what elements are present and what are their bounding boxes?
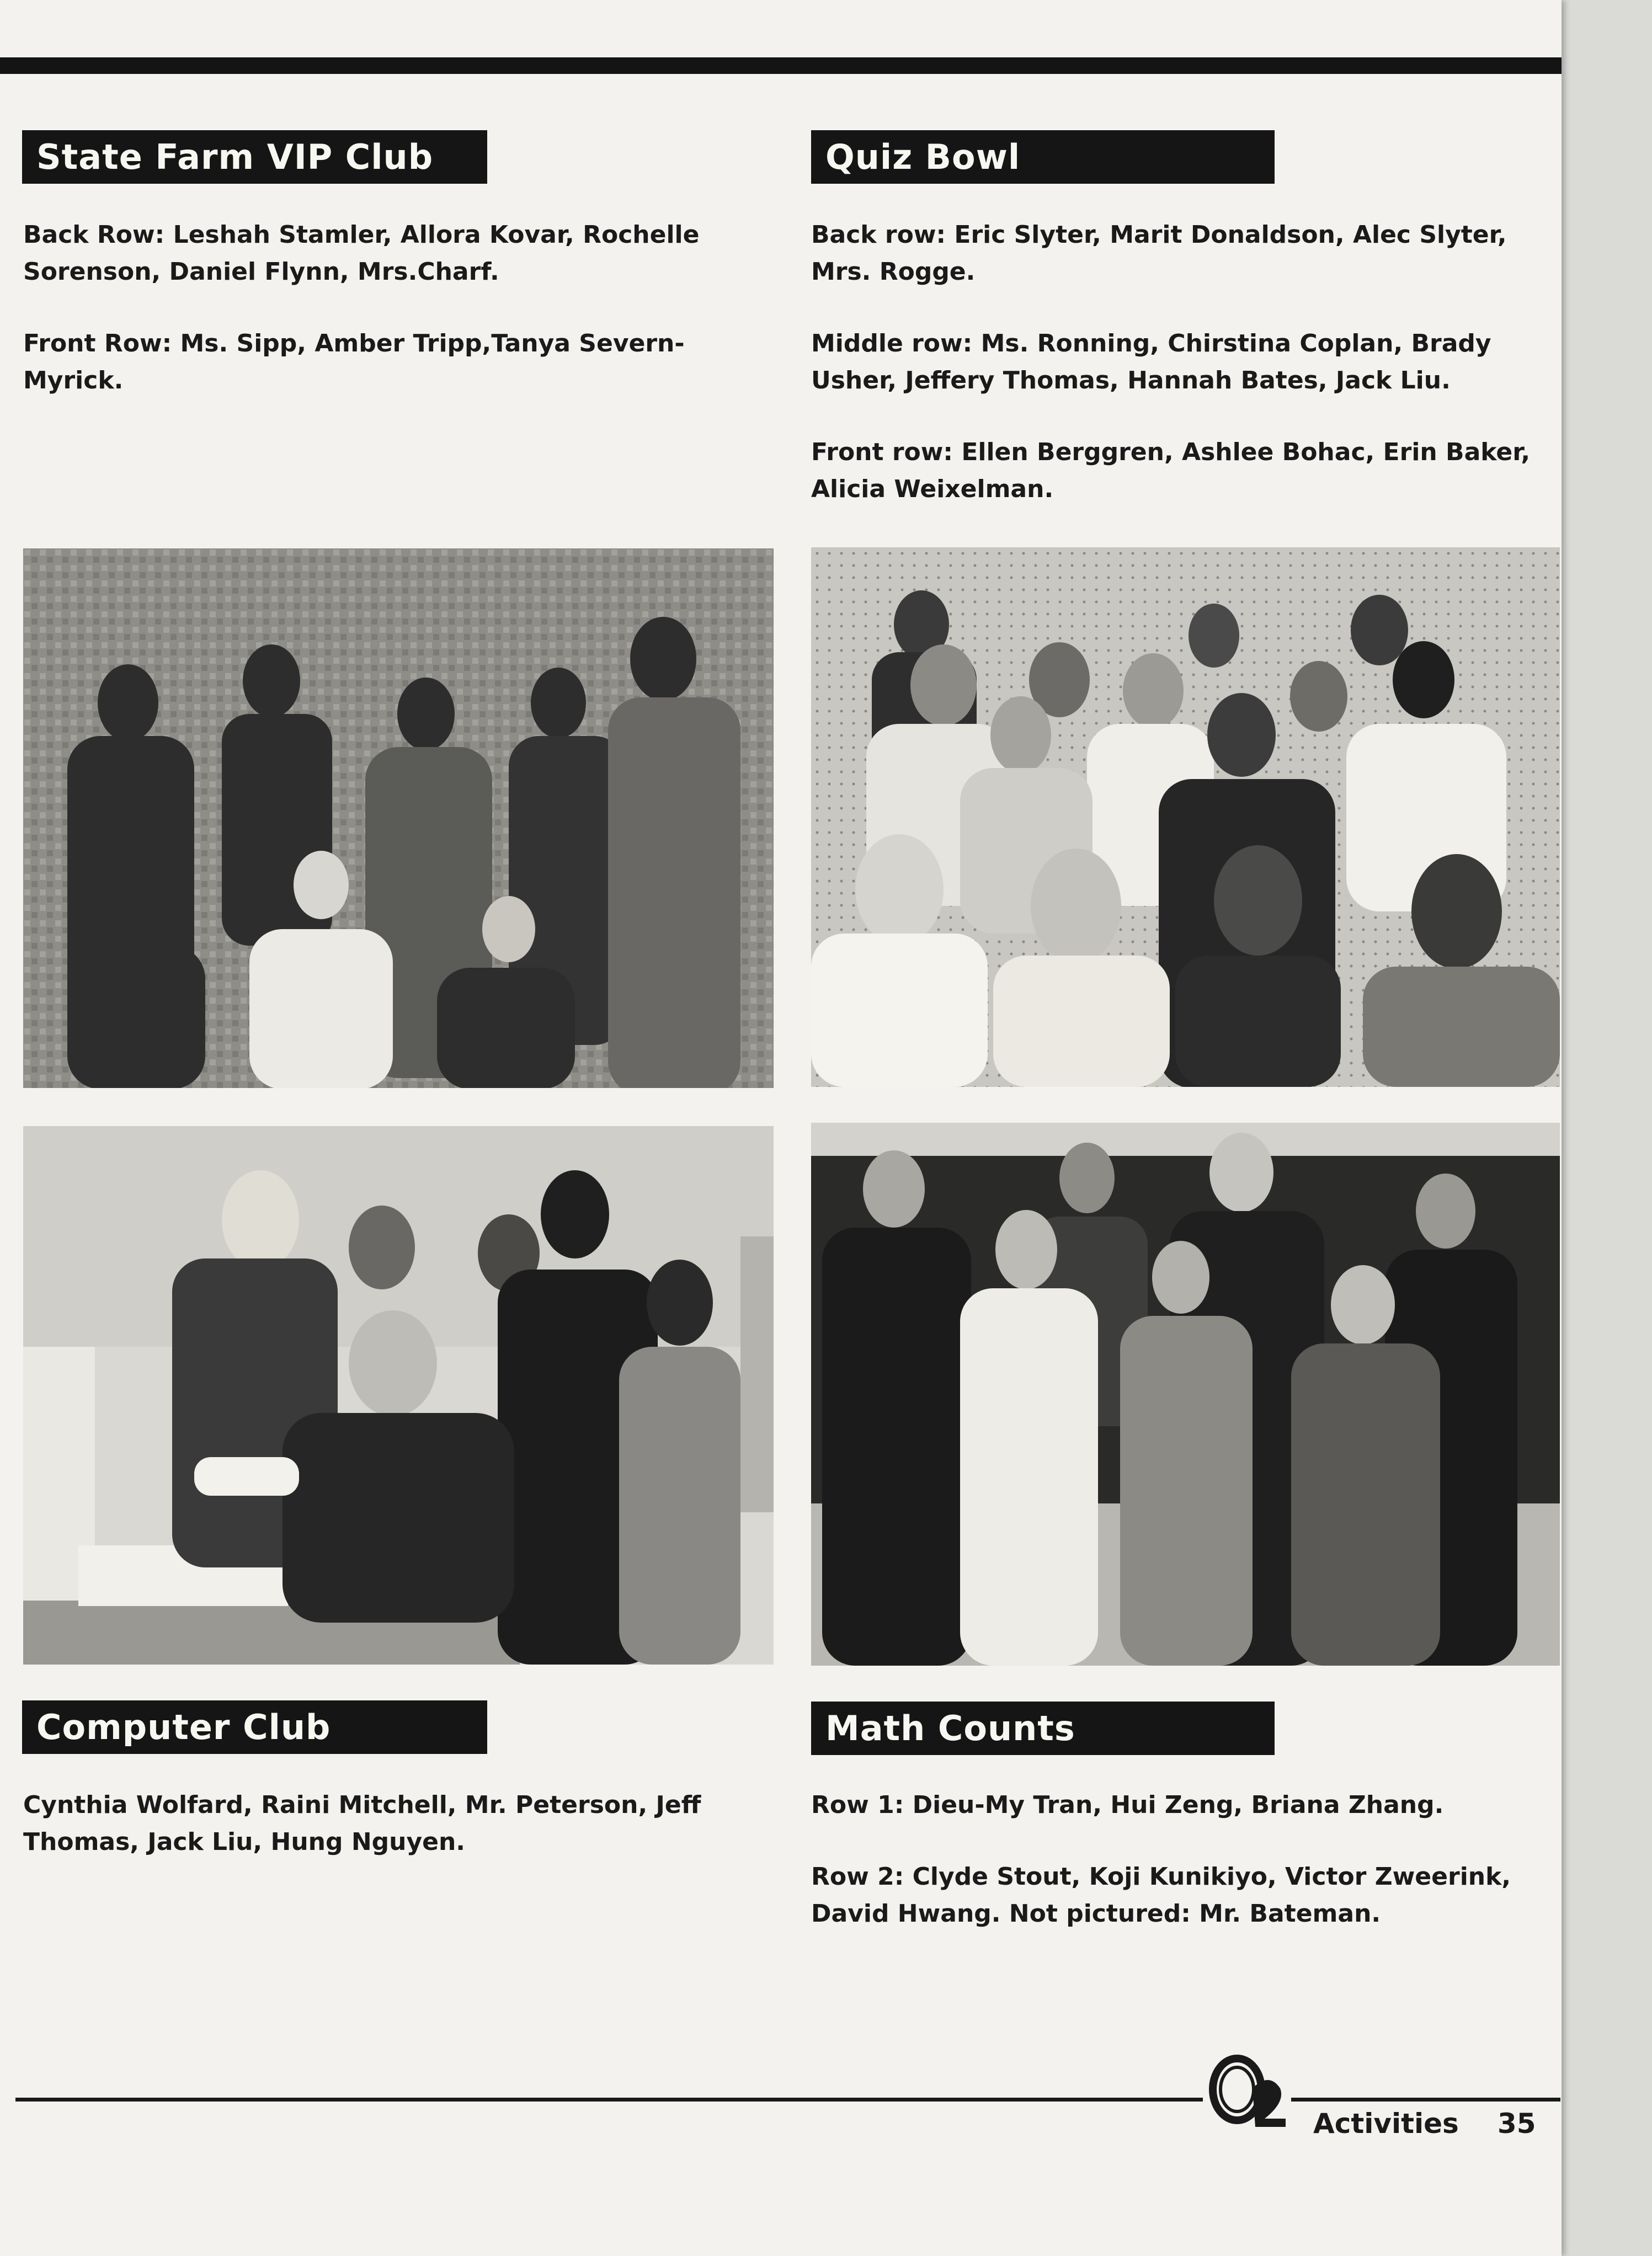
caption-computer-club [23,1786,779,1895]
photo-vip-club [23,548,774,1088]
caption-math-counts [811,1786,1562,1967]
page-number: 35 [1498,2108,1536,2140]
section-title-quiz-bowl: Quiz Bowl [811,130,1275,184]
caption-math-row-2: Row 2: Clyde Stout, Koji Kunikiyo, Victor Zweerink, David Hwang. Not pictured: Mr. Bateman. [811,1863,1511,1928]
caption-vip-front-row: Front Row: Ms. Sipp, Amber Tripp,Tanya Severn-Myrick. [23,329,685,394]
photo-computer-club [23,1126,774,1665]
caption-quiz-middle-row: Middle row: Ms. Ronning, Chirstina Coplan, Brady Usher, Jeffery Thomas, Hannah Bates, Jack Liu. [811,329,1491,394]
bottom-rule [15,2098,1560,2102]
top-rule [0,57,1562,74]
caption-quiz-bowl [811,216,1562,542]
caption-math-row-1: Row 1: Dieu-My Tran, Hui Zeng, Briana Zhang. [811,1791,1444,1819]
o2-logo [1203,2050,1291,2132]
photo-math-counts [811,1123,1560,1666]
caption-computer-names: Cynthia Wolfard, Raini Mitchell, Mr. Peterson, Jeff Thomas, Jack Liu, Hung Nguyen. [23,1791,701,1856]
section-title-math-counts: Math Counts [811,1702,1275,1755]
caption-vip-back-row: Back Row: Leshah Stamler, Allora Kovar, Rochelle Sorenson, Daniel Flynn, Mrs.Charf. [23,221,700,286]
section-title-vip: State Farm VIP Club [22,130,487,184]
caption-quiz-back-row: Back row: Eric Slyter, Marit Donaldson, Alec Slyter, Mrs. Rogge. [811,221,1507,286]
footer-section-label: Activities [1313,2108,1459,2140]
caption-vip [23,216,779,434]
photo-quiz-bowl [811,547,1560,1087]
caption-quiz-front-row: Front row: Ellen Berggren, Ashlee Bohac, Erin Baker, Alicia Weixelman. [811,438,1531,503]
section-title-computer-club: Computer Club [22,1700,487,1754]
